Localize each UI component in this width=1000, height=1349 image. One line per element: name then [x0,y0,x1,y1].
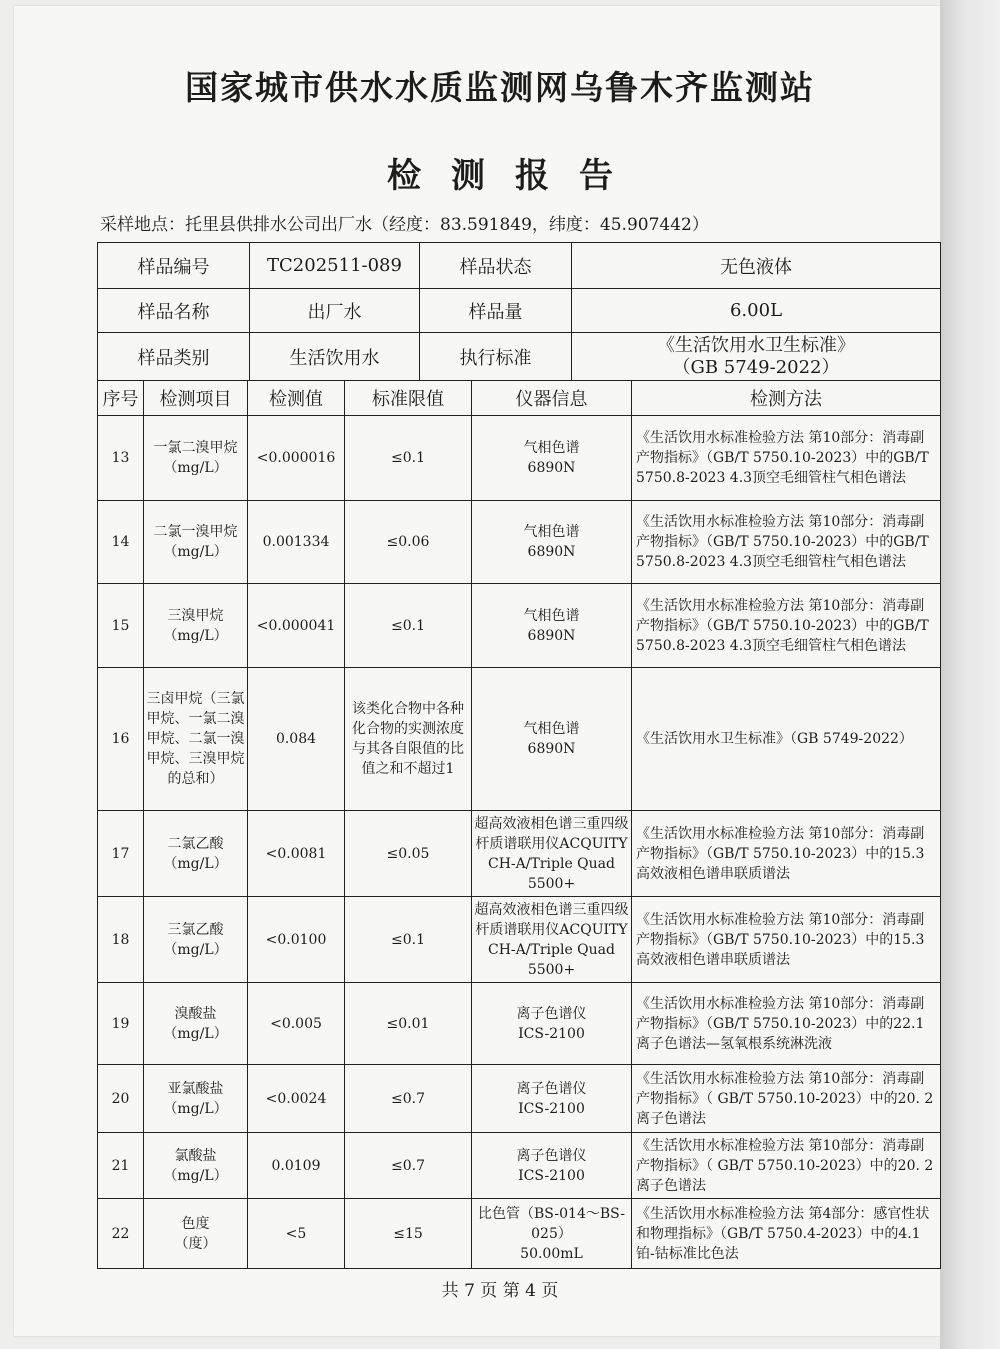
row-limit: ≤0.7 [345,1065,472,1133]
row-value: <0.0100 [248,897,345,983]
sample-info-table [97,242,941,381]
col-header-instrument: 仪器信息 [472,381,632,416]
row-no: 21 [98,1133,144,1199]
col-header-method: 检测方法 [632,381,941,416]
row-item: 三卤甲烷（三氯甲烷、一氯二溴甲烷、二氯一溴甲烷、三溴甲烷的总和） [144,668,248,811]
scan-edge-shadow [940,0,1000,1349]
sample-state-label: 样品状态 [420,243,572,289]
standard-label: 执行标准 [420,333,572,381]
row-method: 《生活饮用水标准检验方法 第4部分：感官性状和物理指标》（GB/T 5750.4-2023）中的4.1铂-钴标准比色法 [632,1199,941,1269]
sampling-location: 采样地点：托里县供排水公司出厂水（经度：83.591849，纬度：45.907442） [100,215,709,235]
row-no: 15 [98,584,144,668]
sample-qty-label: 样品量 [420,289,572,333]
row-instrument: 气相色谱 6890N [472,668,632,811]
row-value: 0.084 [248,668,345,811]
table-row [98,668,941,811]
row-no: 20 [98,1065,144,1133]
row-value: <0.000016 [248,416,345,501]
row-value: <5 [248,1199,345,1269]
table-row [98,897,941,983]
standard-line2: （GB 5749-2022） [672,356,840,378]
row-method: 《生活饮用水标准检验方法 第10部分：消毒副产物指标》（GB/T 5750.10-2023）中的15.3高效液相色谱串联质谱法 [632,897,941,983]
sample-no-label: 样品编号 [98,243,250,289]
row-method: 《生活饮用水标准检验方法 第10部分：消毒副产物指标》（GB/T 5750.10-2023）中的22.1离子色谱法—氢氧根系统淋洗液 [632,983,941,1065]
row-item: 一氯二溴甲烷 （mg/L） [144,416,248,501]
results-table [97,380,941,1269]
table-row [98,983,941,1065]
row-item: 氯酸盐 （mg/L） [144,1133,248,1199]
col-header-value: 检测值 [248,381,345,416]
row-item: 三氯乙酸 （mg/L） [144,897,248,983]
row-value: <0.000041 [248,584,345,668]
table-row [98,416,941,501]
row-method: 《生活饮用水标准检验方法 第10部分：消毒副产物指标》（ GB/T 5750.10-2023）中的20. 2离子色谱法 [632,1133,941,1199]
table-header-row [98,381,941,416]
standard-line1: 《生活饮用水卫生标准》 [657,334,855,356]
table-row [98,501,941,584]
row-value: 0.0109 [248,1133,345,1199]
sample-type-value: 生活饮用水 [250,333,420,381]
row-value: <0.0081 [248,811,345,897]
row-method: 《生活饮用水标准检验方法 第10部分：消毒副产物指标》（GB/T 5750.10-2023）中的15.3高效液相色谱串联质谱法 [632,811,941,897]
table-row [98,1133,941,1199]
row-method: 《生活饮用水标准检验方法 第10部分：消毒副产物指标》（GB/T 5750.10-2023）中的GB/T 5750.8-2023 4.3顶空毛细管柱气相色谱法 [632,584,941,668]
col-header-limit: 标准限值 [345,381,472,416]
row-no: 14 [98,501,144,584]
sample-type-label: 样品类别 [98,333,250,381]
results-table-body [98,416,941,1269]
row-item: 三溴甲烷 （mg/L） [144,584,248,668]
row-value: <0.0024 [248,1065,345,1133]
info-row [98,243,941,289]
table-row [98,811,941,897]
row-no: 19 [98,983,144,1065]
col-header-item: 检测项目 [144,381,248,416]
row-no: 13 [98,416,144,501]
info-row [98,289,941,333]
row-limit: ≤0.01 [345,983,472,1065]
row-instrument: 超高效液相色谱三重四级杆质谱联用仪ACQUITY CH-A/Triple Quad 5500+ [472,811,632,897]
row-method: 《生活饮用水卫生标准》（GB 5749-2022） [632,668,941,811]
row-no: 22 [98,1199,144,1269]
standard-value [572,333,941,381]
col-header-no: 序号 [98,381,144,416]
org-title: 国家城市供水水质监测网乌鲁木齐监测站 [185,68,815,107]
row-instrument: 超高效液相色谱三重四级杆质谱联用仪ACQUITY CH-A/Triple Quad 5500+ [472,897,632,983]
row-limit: 该类化合物中各种化合物的实测浓度与其各自限值的比值之和不超过1 [345,668,472,811]
row-instrument: 离子色谱仪 ICS-2100 [472,983,632,1065]
row-item: 二氯乙酸 （mg/L） [144,811,248,897]
row-instrument: 气相色谱 6890N [472,416,632,501]
page-number: 共 7 页 第 4 页 [441,1281,559,1301]
row-item: 亚氯酸盐 （mg/L） [144,1065,248,1133]
row-no: 18 [98,897,144,983]
row-instrument: 离子色谱仪 ICS-2100 [472,1133,632,1199]
sample-name-label: 样品名称 [98,289,250,333]
row-value: <0.005 [248,983,345,1065]
row-instrument: 气相色谱 6890N [472,584,632,668]
info-row [98,333,941,381]
row-limit: ≤0.1 [345,897,472,983]
sample-qty-value: 6.00L [572,289,941,333]
row-no: 17 [98,811,144,897]
row-limit: ≤0.7 [345,1133,472,1199]
row-limit: ≤0.05 [345,811,472,897]
table-row [98,584,941,668]
row-item: 二氯一溴甲烷 （mg/L） [144,501,248,584]
table-row [98,1199,941,1269]
row-method: 《生活饮用水标准检验方法 第10部分：消毒副产物指标》（GB/T 5750.10-2023）中的GB/T 5750.8-2023 4.3顶空毛细管柱气相色谱法 [632,416,941,501]
row-value: 0.001334 [248,501,345,584]
row-limit: ≤15 [345,1199,472,1269]
row-item: 色度 （度） [144,1199,248,1269]
row-instrument: 离子色谱仪 ICS-2100 [472,1065,632,1133]
sample-state-value: 无色液体 [572,243,941,289]
row-limit: ≤0.06 [345,501,472,584]
row-item: 溴酸盐 （mg/L） [144,983,248,1065]
sample-no-value: TC202511-089 [250,243,420,289]
row-limit: ≤0.1 [345,584,472,668]
table-row [98,1065,941,1133]
sample-name-value: 出厂水 [250,289,420,333]
report-title: 检测报告 [387,156,643,196]
row-method: 《生活饮用水标准检验方法 第10部分：消毒副产物指标》（ GB/T 5750.10-2023）中的20. 2离子色谱法 [632,1065,941,1133]
row-limit: ≤0.1 [345,416,472,501]
row-method: 《生活饮用水标准检验方法 第10部分：消毒副产物指标》（GB/T 5750.10-2023）中的GB/T 5750.8-2023 4.3顶空毛细管柱气相色谱法 [632,501,941,584]
row-no: 16 [98,668,144,811]
row-instrument: 气相色谱 6890N [472,501,632,584]
row-instrument: 比色管（BS-014～BS-025） 50.00mL [472,1199,632,1269]
